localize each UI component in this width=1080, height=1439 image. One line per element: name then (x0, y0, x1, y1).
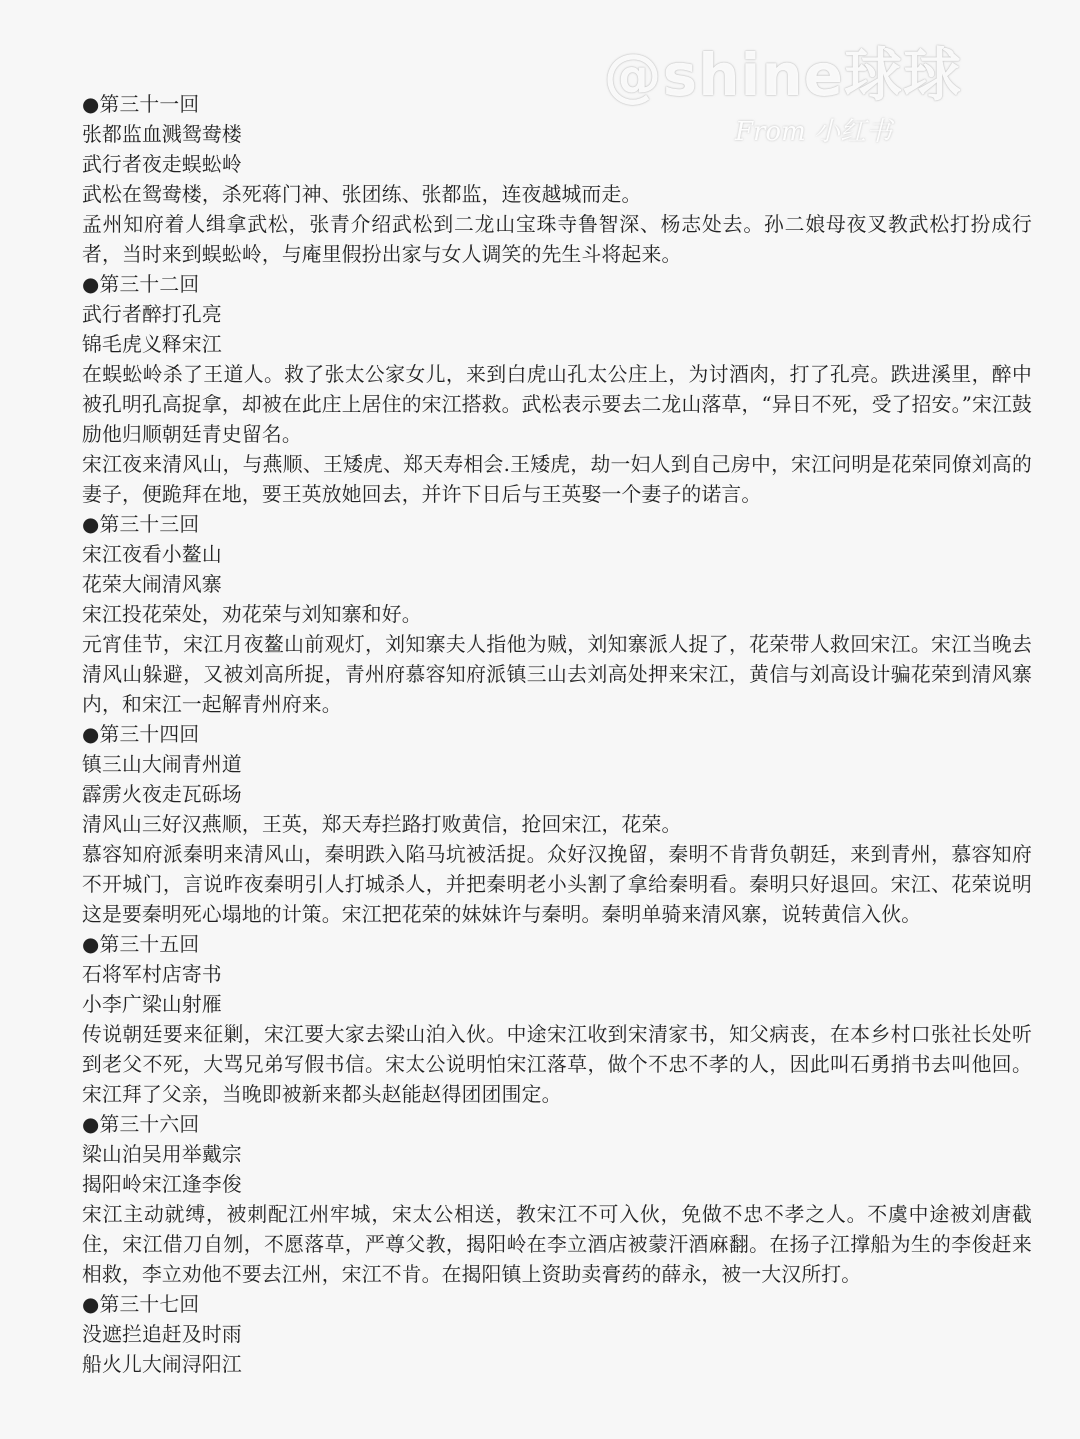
chapter-title-line-1: 武行者醉打孔亮 (82, 303, 222, 326)
chapter-title-line-1: 张都监血溅鸳鸯楼 (82, 123, 242, 146)
chapter-31 (82, 90, 1032, 270)
chapter-title-line-2: 揭阳岭宋江逢李俊 (82, 1173, 242, 1196)
chapter-list (82, 90, 1032, 1380)
chapter-title-line-2: 船火儿大闹浔阳江 (82, 1353, 242, 1376)
chapter-summary-paragraph: 传说朝廷要来征剿，宋江要大家去梁山泊入伙。中途宋江收到宋清家书，知父病丧，在本乡村口张社长处听到老父不死，大骂兄弟写假书信。宋太公说明怕宋江落草，做个不忠不孝的人，因此叫石勇捎书去叫他回。宋江拜了父亲，当晚即被新来都头赵能赵得团团围定。 (82, 1023, 1032, 1106)
chapter-36 (82, 1110, 1032, 1290)
chapter-title-line-1: 梁山泊吴用举戴宗 (82, 1143, 242, 1166)
chapter-summary-paragraph: 宋江夜来清风山，与燕顺、王矮虎、郑天寿相会.王矮虎，劫一妇人到自己房中，宋江问明是花荣同僚刘高的妻子，便跪拜在地，要王英放她回去，并许下日后与王英娶一个妻子的诺言。 (82, 453, 1032, 506)
chapter-heading: ●第三十五回 (82, 933, 200, 956)
chapter-35 (82, 930, 1032, 1110)
chapter-32 (82, 270, 1032, 510)
chapter-heading: ●第三十七回 (82, 1293, 200, 1316)
chapter-summary-paragraph: 元宵佳节，宋江月夜鳌山前观灯，刘知寨夫人指他为贼，刘知寨派人捉了，花荣带人救回宋江。宋江当晚去清风山躲避，又被刘高所捉，青州府慕容知府派镇三山去刘高处押来宋江，黄信与刘高设计骗花荣到清风寨内，和宋江一起解青州府来。 (82, 633, 1032, 716)
chapter-title-line-2: 霹雳火夜走瓦砾场 (82, 783, 242, 806)
chapter-title-line-2: 武行者夜走蜈蚣岭 (82, 153, 242, 176)
chapter-heading: ●第三十三回 (82, 513, 200, 536)
chapter-33 (82, 510, 1032, 720)
chapter-title-line-2: 花荣大闹清风寨 (82, 573, 222, 596)
chapter-heading: ●第三十二回 (82, 273, 200, 296)
chapter-summary-paragraph: 孟州知府着人缉拿武松，张青介绍武松到二龙山宝珠寺鲁智深、杨志处去。孙二娘母夜叉教武松打扮成行者，当时来到蜈蚣岭，与庵里假扮出家与女人调笑的先生斗将起来。 (82, 213, 1032, 266)
chapter-title-line-2: 锦毛虎义释宋江 (82, 333, 222, 356)
chapter-title-line-2: 小李广梁山射雁 (82, 993, 222, 1016)
chapter-summary-paragraph: 宋江主动就缚，被刺配江州牢城，宋太公相送，教宋江不可入伙，免做不忠不孝之人。不虞中途被刘唐截住，宋江借刀自刎，不愿落草，严尊父教，揭阳岭在李立酒店被蒙汗酒麻翻。在扬子江撑船为生的李俊赶来相救，李立劝他不要去江州，宋江不肯。在揭阳镇上资助卖膏药的薛永，被一大汉所打。 (82, 1203, 1032, 1286)
chapter-summary-paragraph: 宋江投花荣处，劝花荣与刘知寨和好。 (82, 603, 422, 626)
chapter-title-line-1: 镇三山大闹青州道 (82, 753, 242, 776)
chapter-summary-paragraph: 武松在鸳鸯楼，杀死蒋门神、张团练、张都监，连夜越城而走。 (82, 183, 642, 206)
chapter-title-line-1: 石将军村店寄书 (82, 963, 222, 986)
chapter-37 (82, 1290, 1032, 1380)
watermark-handle: @shine球球 (603, 41, 962, 109)
chapter-heading: ●第三十四回 (82, 723, 200, 746)
chapter-summary-paragraph: 慕容知府派秦明来清风山，秦明跌入陷马坑被活捉。众好汉挽留，秦明不肯背负朝廷，来到青州，慕容知府不开城门，言说昨夜秦明引人打城杀人，并把秦明老小头割了拿给秦明看。秦明只好退回。宋江、花荣说明这是要秦明死心塌地的计策。宋江把花荣的妹妹许与秦明。秦明单骑来清风寨，说转黄信入伙。 (82, 843, 1032, 926)
watermark-source: From 小红书 (734, 117, 892, 147)
chapter-summary-paragraph: 在蜈蚣岭杀了王道人。救了张太公家女儿，来到白虎山孔太公庄上，为讨酒肉，打了孔亮。跌进溪里，醉中被孔明孔高捉拿，却被在此庄上居住的宋江搭救。武松表示要去二龙山落草，“异日不死，受了招安。”宋江鼓励他归顺朝廷青史留名。 (82, 363, 1032, 446)
chapter-heading: ●第三十一回 (82, 93, 200, 116)
chapter-heading: ●第三十六回 (82, 1113, 200, 1136)
chapter-summary-paragraph: 清风山三好汉燕顺，王英，郑天寿拦路打败黄信，抢回宋江，花荣。 (82, 813, 682, 836)
chapter-34 (82, 720, 1032, 930)
chapter-title-line-1: 宋江夜看小鳌山 (82, 543, 222, 566)
chapter-title-line-1: 没遮拦追赶及时雨 (82, 1323, 242, 1346)
